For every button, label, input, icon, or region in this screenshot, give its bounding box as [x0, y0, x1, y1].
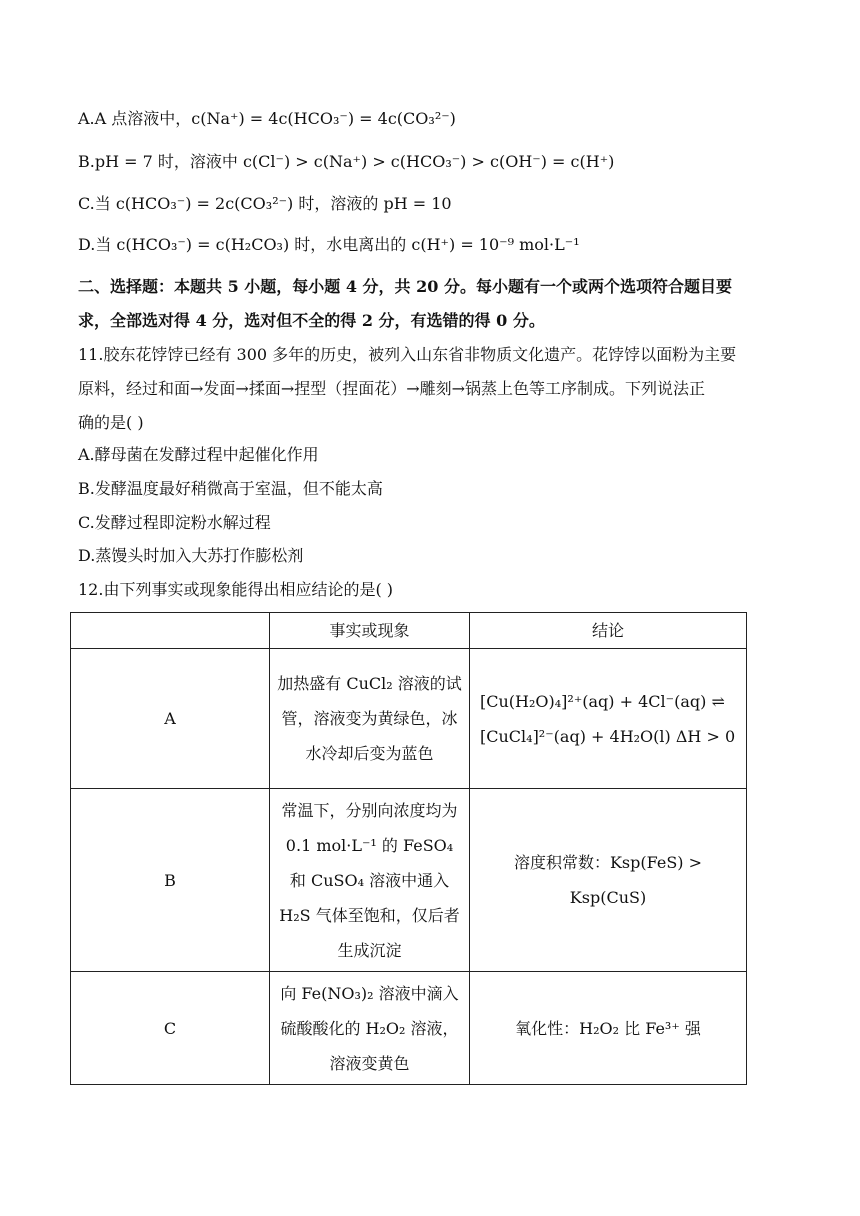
header-cell-empty	[71, 613, 270, 649]
section2-heading-line2: 求，全部选对得 4 分，选对但不全的得 2 分，有选错的得 0 分。	[78, 311, 545, 330]
conclusion-line1: 溶度积常数：Ksp(FeS) > Ksp(CuS)	[513, 853, 703, 907]
q11-stem-line2: 原料，经过和面→发面→揉面→捏型（捏面花）→雕刻→锅蒸上色等工序制成。下列说法正	[78, 379, 706, 398]
row-label: C	[71, 972, 270, 1085]
table-row	[71, 789, 747, 972]
q12-stem: 12.由下列事实或现象能得出相应结论的是( )	[78, 580, 394, 599]
fact-cell	[270, 649, 470, 789]
q11-option-b: B.发酵温度最好稍微高于室温，但不能太高	[78, 479, 383, 498]
q10-option-a: A.A 点溶液中，c(Na⁺) = 4c(HCO₃⁻) = 4c(CO₃²⁻)	[78, 109, 456, 128]
fact-text: 常温下，分别向浓度均为 0.1 mol·L⁻¹ 的 FeSO₄ 和 CuSO₄ 溶液中通入 H₂S 气体至饱和，仅后者生成沉淀	[279, 800, 460, 960]
conclusion-line1: 氧化性：H₂O₂ 比 Fe³⁺ 强	[515, 1018, 701, 1038]
table-row	[71, 649, 747, 789]
header-cell-fact: 事实或现象	[270, 613, 470, 649]
row-label: A	[71, 649, 270, 789]
conclusion-cell	[470, 649, 747, 789]
table-header-row	[71, 613, 747, 649]
fact-cell	[270, 789, 470, 972]
q12-table	[70, 612, 747, 1085]
conclusion-cell	[470, 972, 747, 1085]
q11-stem-line3: 确的是( )	[78, 413, 144, 432]
table-row	[71, 972, 747, 1085]
conclusion-line1: [Cu(H₂O)₄]²⁺(aq) + 4Cl⁻(aq) ⇌	[480, 691, 725, 711]
fact-text: 向 Fe(NO₃)₂ 溶液中滴入硫酸酸化的 H₂O₂ 溶液，溶液变黄色	[280, 983, 459, 1073]
conclusion-line2: [CuCl₄]²⁻(aq) + 4H₂O(l) ΔH > 0	[480, 726, 736, 746]
fact-cell	[270, 972, 470, 1085]
q11-stem-line1: 11.胶东花饽饽已经有 300 多年的历史，被列入山东省非物质文化遗产。花饽饽以面粉为主要	[78, 345, 737, 364]
q10-option-d: D.当 c(HCO₃⁻) = c(H₂CO₃) 时，水电离出的 c(H⁺) = 10⁻⁹ mol·L⁻¹	[78, 235, 580, 254]
q11-option-c: C.发酵过程即淀粉水解过程	[78, 513, 271, 532]
q10-option-b: B.pH = 7 时，溶液中 c(Cl⁻) > c(Na⁺) > c(HCO₃⁻) > c(OH⁻) = c(H⁺)	[78, 152, 615, 171]
q11-option-a: A.酵母菌在发酵过程中起催化作用	[78, 445, 319, 464]
section2-heading-line1: 二、选择题：本题共 5 小题，每小题 4 分，共 20 分。每小题有一个或两个选项符合题目要	[78, 277, 732, 296]
fact-text: 加热盛有 CuCl₂ 溶液的试管，溶液变为黄绿色，冰水冷却后变为蓝色	[277, 674, 462, 763]
q10-option-c: C.当 c(HCO₃⁻) = 2c(CO₃²⁻) 时，溶液的 pH = 10	[78, 194, 452, 213]
header-cell-conclusion: 结论	[470, 613, 747, 649]
q11-option-d: D.蒸馒头时加入大苏打作膨松剂	[78, 546, 304, 565]
row-label: B	[71, 789, 270, 972]
conclusion-cell	[470, 789, 747, 972]
